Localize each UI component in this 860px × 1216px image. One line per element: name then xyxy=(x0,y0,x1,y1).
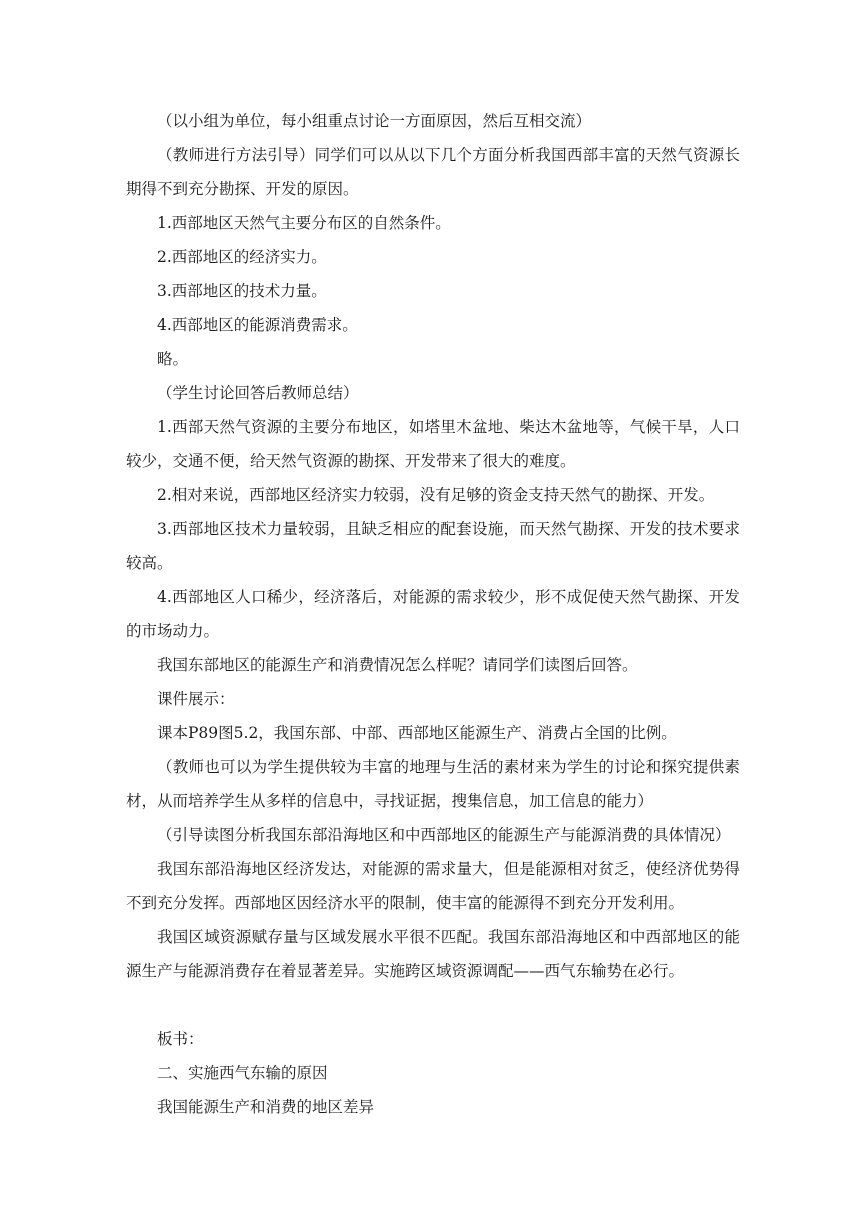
board-heading: 二、实施西气东输的原因 xyxy=(157,1064,328,1082)
list-item: 2.西部地区的经济实力。 xyxy=(157,248,327,266)
board-line: 我国能源生产和消费的地区差异 xyxy=(157,1098,375,1116)
paragraph: （教师进行方法引导）同学们可以从以下几个方面分析我国西部丰富的天然气资源长期得不到充分勘探、开发的原因。 xyxy=(126,146,740,198)
paragraph: 我国东部地区的能源生产和消费情况怎么样呢？请同学们读图后回答。 xyxy=(157,656,638,674)
paragraph: （教师也可以为学生提供较为丰富的地理与生活的素材来为学生的讨论和探究提供素材，从而培养学生从多样的信息中，寻找证据，搜集信息，加工信息的能力） xyxy=(126,758,740,810)
blank-line xyxy=(126,988,740,1022)
paragraph: 我国区域资源赋存量与区域发展水平很不匹配。我国东部沿海地区和中西部地区的能源生产与能源消费存在着显著差异。实施跨区域资源调配——西气东输势在必行。 xyxy=(126,928,740,980)
list-item: 3.西部地区技术力量较弱，且缺乏相应的配套设施，而天然气勘探、开发的技术要求较高。 xyxy=(126,520,740,572)
paragraph: 课件展示： xyxy=(157,690,235,708)
list-item: 3.西部地区的技术力量。 xyxy=(157,282,327,300)
list-item: 4.西部地区的能源消费需求。 xyxy=(157,316,358,334)
paragraph: （引导读图分析我国东部沿海地区和中西部地区的能源生产与能源消费的具体情况） xyxy=(157,826,731,844)
list-item: 4.西部地区人口稀少，经济落后，对能源的需求较少，形不成促使天然气勘探、开发的市场动力。 xyxy=(126,588,740,640)
list-item: 1.西部地区天然气主要分布区的自然条件。 xyxy=(157,214,451,232)
paragraph: 略。 xyxy=(157,350,189,368)
list-item: 1.西部天然气资源的主要分布地区，如塔里木盆地、柴达木盆地等，气候干旱，人口较少，交通不便，给天然气资源的勘探、开发带来了很大的难度。 xyxy=(126,418,740,470)
paragraph: 课本P89图5.2，我国东部、中部、西部地区能源生产、消费占全国的比例。 xyxy=(157,724,677,742)
paragraph: （学生讨论回答后教师总结） xyxy=(157,384,359,402)
board-label: 板书： xyxy=(157,1030,204,1048)
paragraph: （以小组为单位，每小组重点讨论一方面原因，然后互相交流） xyxy=(157,112,592,130)
paragraph: 我国东部沿海地区经济发达，对能源的需求量大，但是能源相对贫乏，使经济优势得不到充分发挥。西部地区因经济水平的限制，使丰富的能源得不到充分开发利用。 xyxy=(126,860,740,912)
document-page xyxy=(126,104,740,1124)
list-item: 2.相对来说，西部地区经济实力较弱，没有足够的资金支持天然气的勘探、开发。 xyxy=(157,486,715,504)
